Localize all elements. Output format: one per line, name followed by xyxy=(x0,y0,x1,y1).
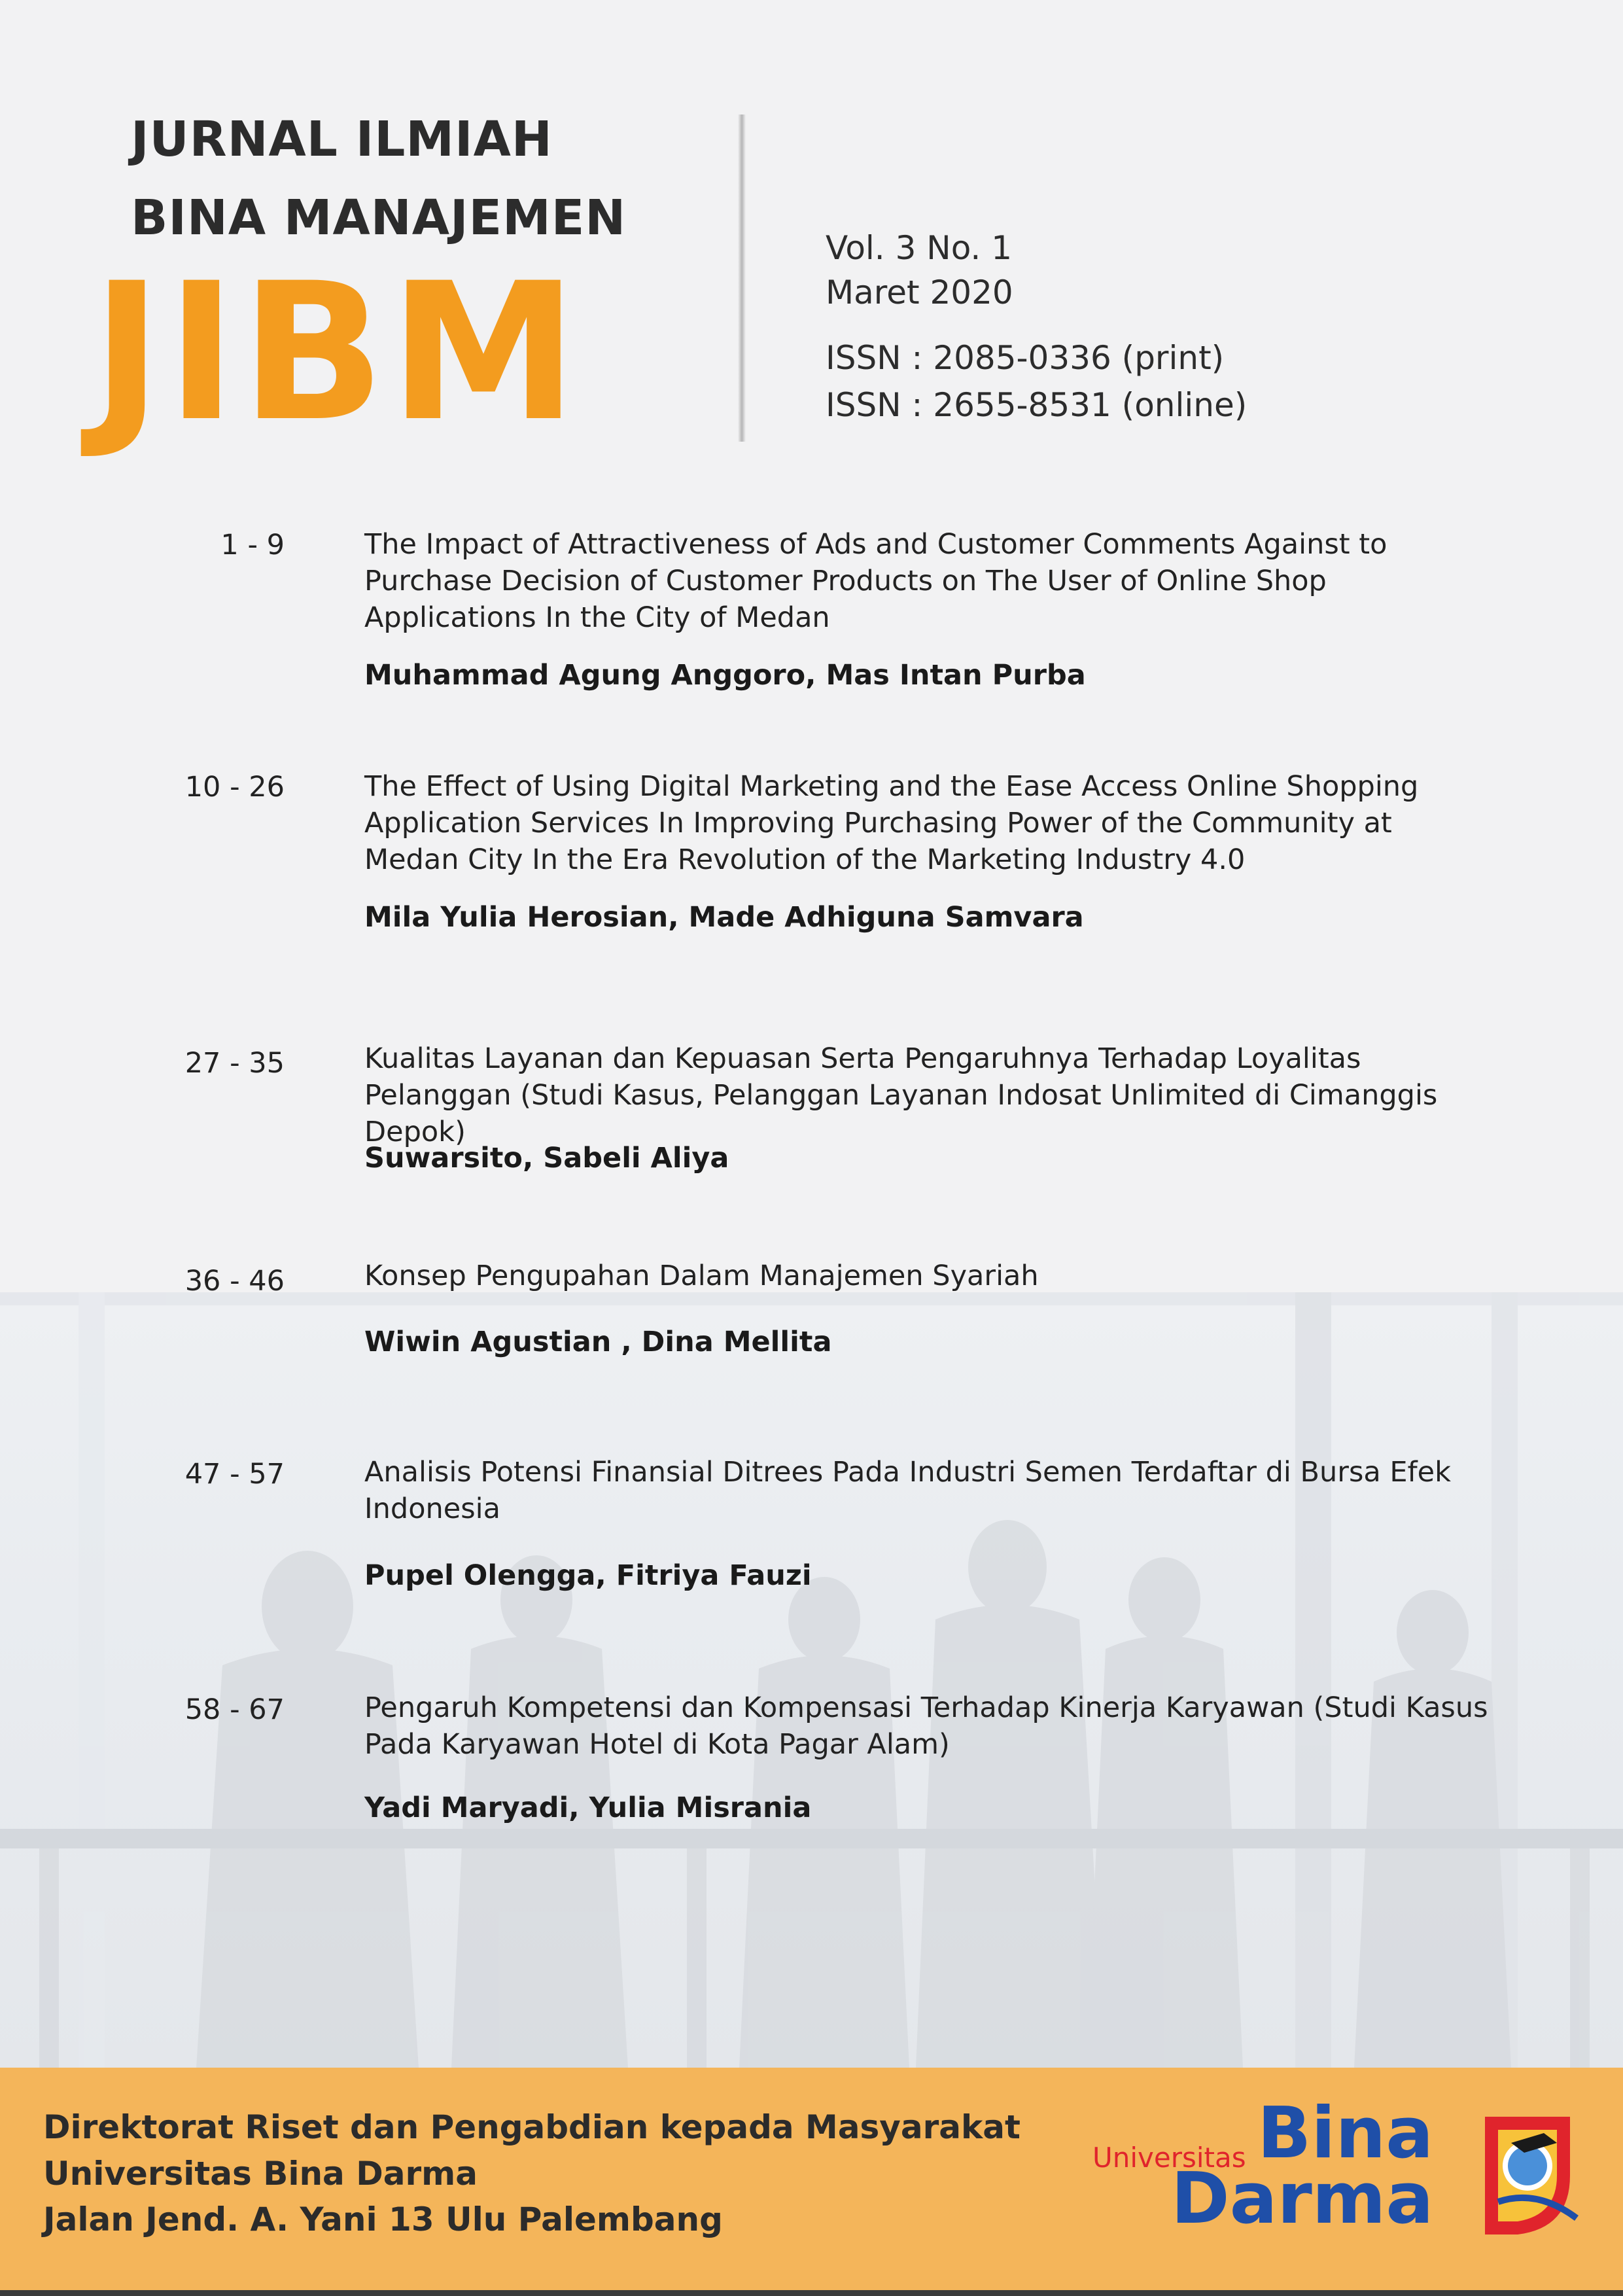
toc-authors: Muhammad Agung Anggoro, Mas Intan Purba xyxy=(364,659,1086,692)
university-logo xyxy=(1086,2093,1583,2261)
toc-authors: Mila Yulia Herosian, Made Adhiguna Samvara xyxy=(364,901,1084,934)
publisher-directorate: Direktorat Riset dan Pengabdian kepada Masyarakat xyxy=(43,2108,1021,2146)
toc-pages: 58 - 67 xyxy=(184,1693,285,1726)
toc-pages: 10 - 26 xyxy=(184,771,285,804)
volume-number: Vol. 3 No. 1 xyxy=(826,229,1013,267)
publisher-university: Universitas Bina Darma xyxy=(43,2155,478,2193)
toc-authors: Yadi Maryadi, Yulia Misrania xyxy=(364,1792,812,1824)
logo-bina-text: Bina xyxy=(1257,2093,1434,2174)
toc-article-title: Analisis Potensi Finansial Ditrees Pada Industri Semen Terdaftar di Bursa Efek Indonesia xyxy=(364,1456,1452,1525)
journal-name-line1: JURNAL ILMIAH xyxy=(131,111,553,168)
issn-print: ISSN : 2085-0336 (print) xyxy=(826,339,1225,377)
jibm-logo: JIBM xyxy=(92,243,582,463)
toc-pages: 27 - 35 xyxy=(184,1047,285,1080)
publisher-address: Jalan Jend. A. Yani 13 Ulu Palembang xyxy=(43,2200,723,2238)
footer-bottom-rule xyxy=(0,2290,1623,2296)
toc-authors: Pupel Olengga, Fitriya Fauzi xyxy=(364,1559,812,1592)
toc-pages: 36 - 46 xyxy=(184,1265,285,1298)
toc-article-title: The Effect of Using Digital Marketing and the Ease Access Online Shopping Application Services In Improving Purchasing Power of the Community at Medan City In the Era Revolution of the Marketing Industry 4.0 xyxy=(364,770,1419,876)
masthead-divider xyxy=(738,115,746,442)
issue-date: Maret 2020 xyxy=(826,274,1013,311)
logo-darma-text: Darma xyxy=(1171,2158,1434,2240)
toc-article-title: Konsep Pengupahan Dalam Manajemen Syariah xyxy=(364,1260,1039,1292)
toc-authors: Wiwin Agustian , Dina Mellita xyxy=(364,1326,832,1358)
toc-pages: 47 - 57 xyxy=(184,1458,285,1491)
toc-article-title: The Impact of Attractiveness of Ads and Customer Comments Against to Purchase Decision of Customer Products on The User of Online Shop Applications In the City of Medan xyxy=(364,528,1387,634)
toc-article-title: Pengaruh Kompetensi dan Kompensasi Terhadap Kinerja Karyawan (Studi Kasus Pada Karyawan Hotel di Kota Pagar Alam) xyxy=(364,1691,1488,1761)
logo-universitas-text: Universitas xyxy=(1092,2142,1246,2174)
toc-pages: 1 - 9 xyxy=(220,529,285,561)
issn-online: ISSN : 2655-8531 (online) xyxy=(826,386,1248,424)
toc-authors: Suwarsito, Sabeli Aliya xyxy=(364,1142,729,1174)
journal-name-line2: BINA MANAJEMEN xyxy=(131,190,627,246)
graduation-cap-emblem-icon xyxy=(1472,2104,1583,2241)
toc-article-title: Kualitas Layanan dan Kepuasan Serta Pengaruhnya Terhadap Loyalitas Pelanggan (Studi Kasus, Pelanggan Layanan Indosat Unlimited di Cimanggis Depok) xyxy=(364,1042,1438,1148)
background-silhouette-photo xyxy=(0,1292,1623,2068)
